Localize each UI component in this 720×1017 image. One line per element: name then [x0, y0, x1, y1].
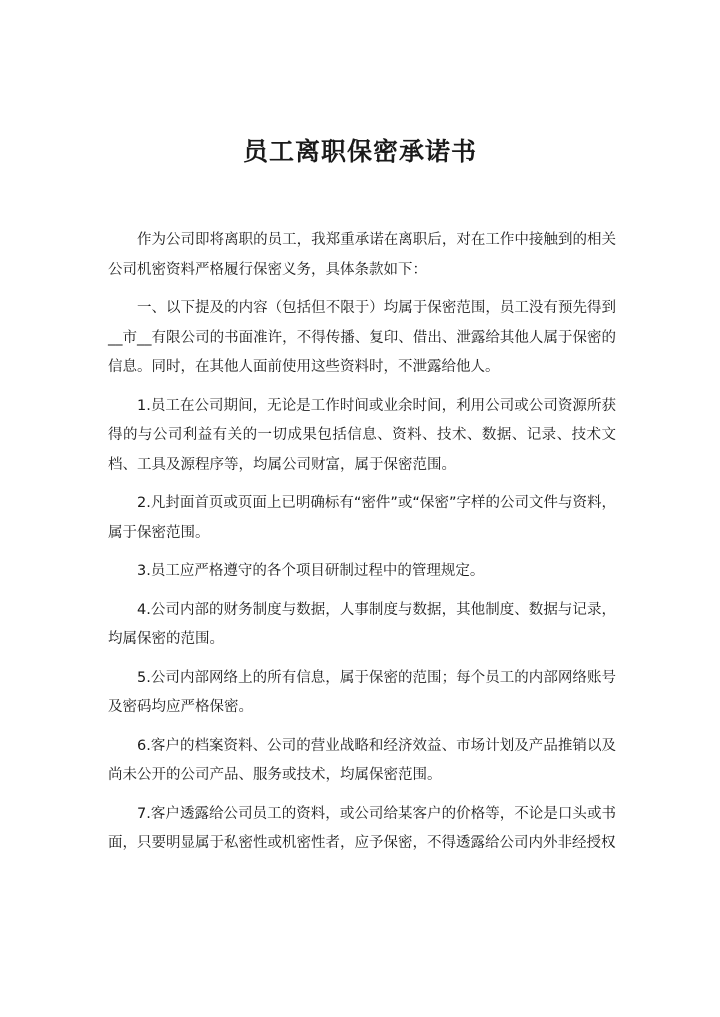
- section-one-paragraph: 一、以下提及的内容（包括但不限于）均属于保密范围，员工没有预先得到__市__有限公司的书面准许，不得传播、复印、借出、泄露给其他人属于保密的信息。同时，在其他人面前使用这些资料时，不泄露给他人。: [108, 300, 616, 375]
- clause-6-paragraph: 6.客户的档案资料、公司的营业战略和经济效益、市场计划及产品推销以及尚未公开的公司产品、服务或技术，均属保密范围。: [108, 737, 616, 783]
- clause-2-paragraph: 2.凡封面首页或页面上已明确标有“密件”或“保密”字样的公司文件与资料，属于保密范围。: [108, 495, 616, 541]
- clause-7-paragraph: 7.客户透露给公司员工的资料，或公司给某客户的价格等，不论是口头或书面，只要明显属于私密性或机密性者，应予保密，不得透露给公司内外非经授权: [108, 805, 616, 851]
- clause-5-paragraph: 5.公司内部网络上的所有信息，属于保密的范围；每个员工的内部网络账号及密码均应严格保密。: [108, 669, 616, 715]
- intro-paragraph: 作为公司即将离职的员工，我郑重承诺在离职后，对在工作中接触到的相关公司机密资料严格履行保密义务，具体条款如下：: [108, 232, 616, 278]
- document-title: 员工离职保密承诺书: [242, 137, 477, 166]
- clause-1-paragraph: 1.员工在公司期间，无论是工作时间或业余时间，利用公司或公司资源所获得的与公司利益有关的一切成果包括信息、资料、技术、数据、记录、技术文档、工具及源程序等，均属公司财富，属于保密范围。: [108, 397, 616, 473]
- clause-3-paragraph: 3.员工应严格遵守的各个项目研制过程中的管理规定。: [137, 563, 485, 579]
- document-body: [108, 226, 616, 868]
- clause-4-paragraph: 4.公司内部的财务制度与数据，人事制度与数据，其他制度、数据与记录，均属保密的范围。: [108, 601, 616, 647]
